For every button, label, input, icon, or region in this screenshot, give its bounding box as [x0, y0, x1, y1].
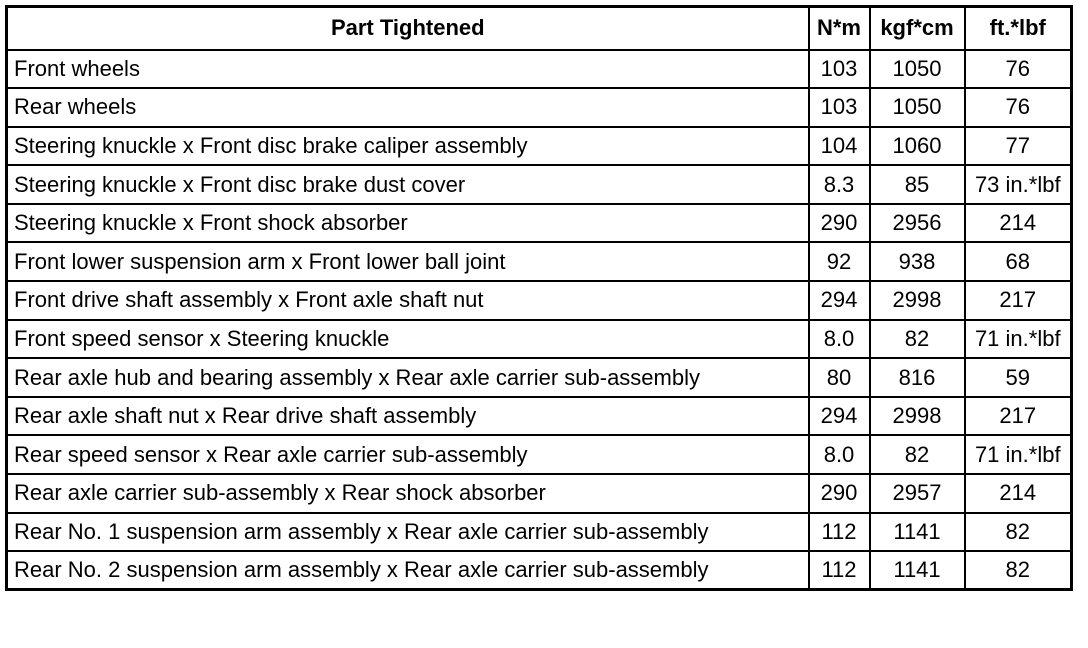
cell-nm: 92: [809, 242, 870, 281]
header-kgf-cm: kgf*cm: [870, 7, 965, 50]
cell-kgf: 1141: [870, 513, 965, 552]
table-header-row: [7, 7, 1072, 50]
cell-nm: 290: [809, 474, 870, 513]
cell-ft: 71 in.*lbf: [965, 320, 1072, 359]
cell-part: Rear speed sensor x Rear axle carrier sub-assembly: [7, 435, 809, 474]
cell-kgf: 938: [870, 242, 965, 281]
cell-ft: 77: [965, 127, 1072, 166]
cell-part: Rear wheels: [7, 88, 809, 127]
cell-kgf: 1141: [870, 551, 965, 590]
table-row: [7, 281, 1072, 320]
cell-ft: 82: [965, 513, 1072, 552]
cell-part: Rear No. 1 suspension arm assembly x Rear axle carrier sub-assembly: [7, 513, 809, 552]
cell-nm: 294: [809, 281, 870, 320]
cell-nm: 294: [809, 397, 870, 436]
cell-kgf: 2957: [870, 474, 965, 513]
table-row: [7, 127, 1072, 166]
cell-ft: 214: [965, 204, 1072, 243]
cell-part: Steering knuckle x Front disc brake caliper assembly: [7, 127, 809, 166]
cell-kgf: 1060: [870, 127, 965, 166]
header-newton-meter: N*m: [809, 7, 870, 50]
cell-nm: 103: [809, 50, 870, 89]
cell-ft: 217: [965, 281, 1072, 320]
cell-kgf: 82: [870, 320, 965, 359]
cell-part: Front speed sensor x Steering knuckle: [7, 320, 809, 359]
cell-part: Rear No. 2 suspension arm assembly x Rear axle carrier sub-assembly: [7, 551, 809, 590]
cell-nm: 8.3: [809, 165, 870, 204]
torque-specification-table: [5, 5, 1073, 591]
cell-kgf: 2998: [870, 397, 965, 436]
cell-nm: 104: [809, 127, 870, 166]
table-row: [7, 513, 1072, 552]
cell-ft: 73 in.*lbf: [965, 165, 1072, 204]
header-ft-lbf: ft.*lbf: [965, 7, 1072, 50]
table-row: [7, 320, 1072, 359]
table-row: [7, 358, 1072, 397]
table-row: [7, 165, 1072, 204]
cell-part: Front drive shaft assembly x Front axle shaft nut: [7, 281, 809, 320]
table-row: [7, 242, 1072, 281]
cell-ft: 217: [965, 397, 1072, 436]
cell-ft: 214: [965, 474, 1072, 513]
table-row: [7, 551, 1072, 590]
cell-ft: 76: [965, 50, 1072, 89]
cell-ft: 68: [965, 242, 1072, 281]
cell-kgf: 1050: [870, 88, 965, 127]
cell-part: Front lower suspension arm x Front lower ball joint: [7, 242, 809, 281]
cell-ft: 82: [965, 551, 1072, 590]
cell-nm: 80: [809, 358, 870, 397]
table-row: [7, 474, 1072, 513]
cell-ft: 71 in.*lbf: [965, 435, 1072, 474]
cell-nm: 8.0: [809, 435, 870, 474]
cell-part: Front wheels: [7, 50, 809, 89]
cell-part: Steering knuckle x Front shock absorber: [7, 204, 809, 243]
table-row: [7, 88, 1072, 127]
cell-part: Steering knuckle x Front disc brake dust cover: [7, 165, 809, 204]
cell-part: Rear axle carrier sub-assembly x Rear shock absorber: [7, 474, 809, 513]
cell-nm: 103: [809, 88, 870, 127]
cell-kgf: 2998: [870, 281, 965, 320]
cell-kgf: 816: [870, 358, 965, 397]
cell-nm: 290: [809, 204, 870, 243]
table-row: [7, 397, 1072, 436]
cell-kgf: 1050: [870, 50, 965, 89]
cell-kgf: 2956: [870, 204, 965, 243]
cell-ft: 59: [965, 358, 1072, 397]
table-row: [7, 50, 1072, 89]
header-part-tightened: Part Tightened: [7, 7, 809, 50]
table-row: [7, 204, 1072, 243]
cell-nm: 112: [809, 551, 870, 590]
cell-kgf: 85: [870, 165, 965, 204]
cell-kgf: 82: [870, 435, 965, 474]
table-row: [7, 435, 1072, 474]
cell-ft: 76: [965, 88, 1072, 127]
cell-nm: 112: [809, 513, 870, 552]
cell-part: Rear axle shaft nut x Rear drive shaft assembly: [7, 397, 809, 436]
cell-part: Rear axle hub and bearing assembly x Rear axle carrier sub-assembly: [7, 358, 809, 397]
cell-nm: 8.0: [809, 320, 870, 359]
